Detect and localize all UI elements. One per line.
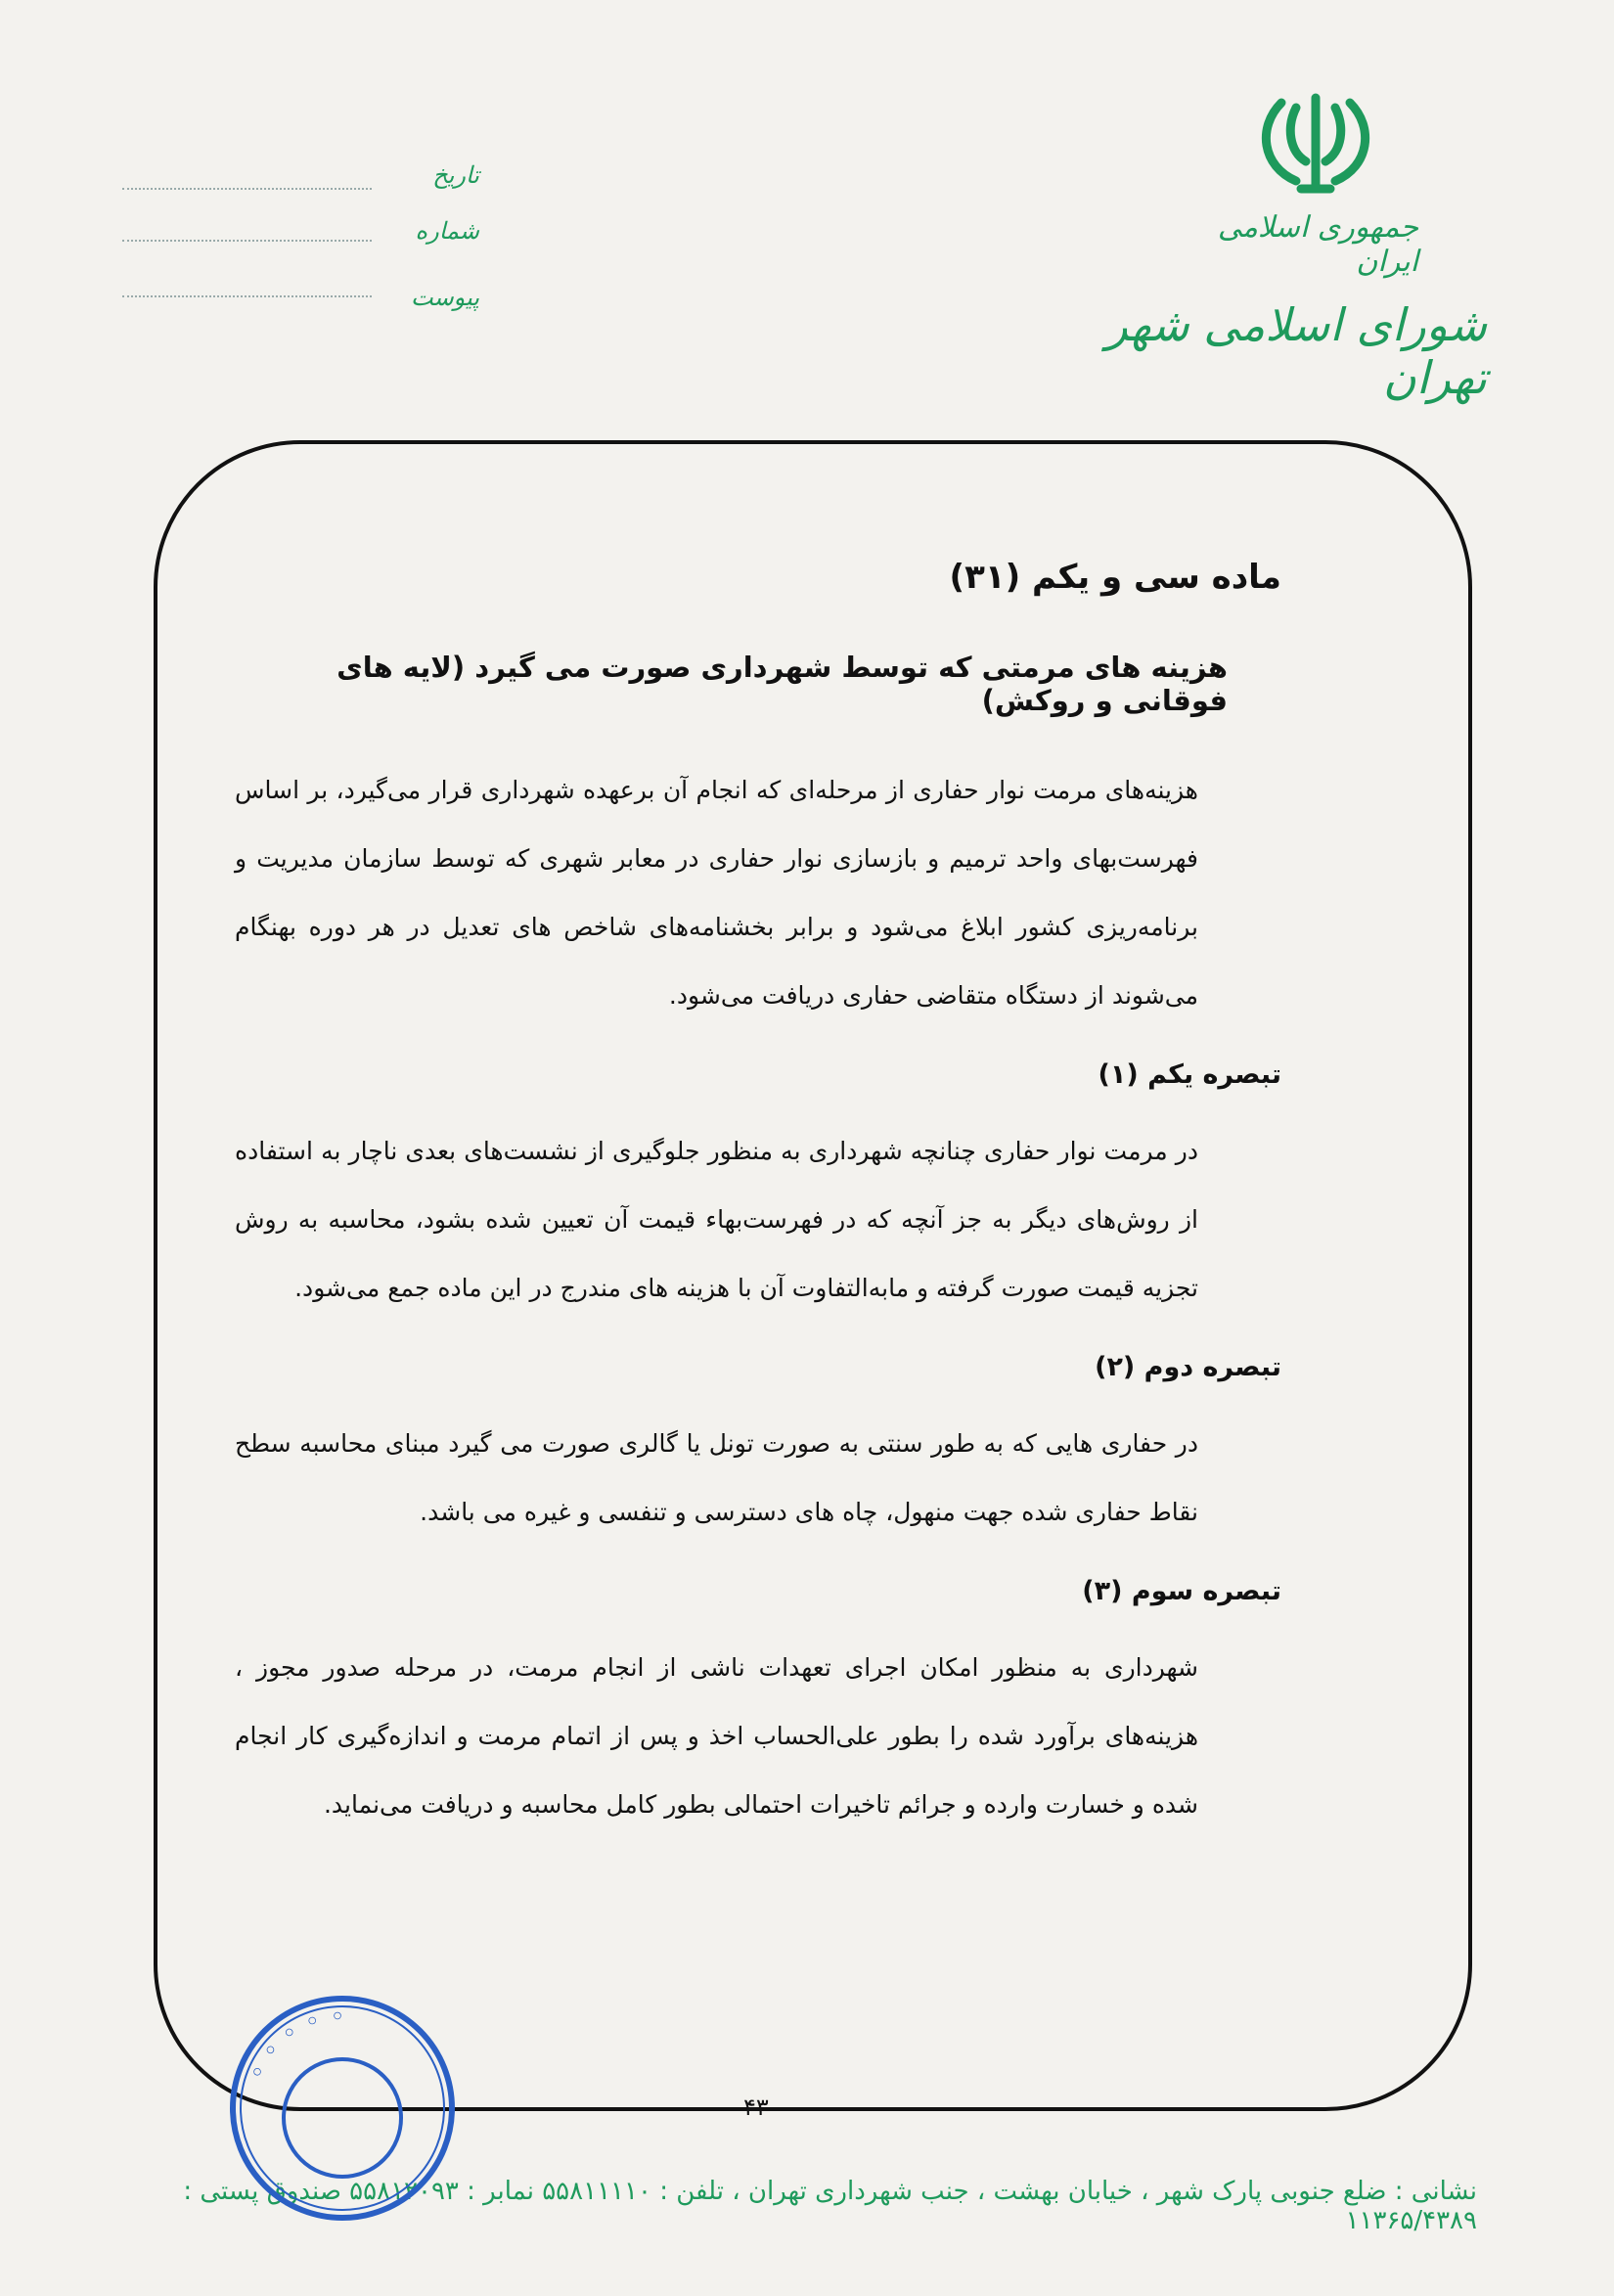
page-number: ۴۳ — [743, 2093, 769, 2121]
number-line — [122, 240, 372, 242]
iran-emblem-icon — [1252, 83, 1379, 201]
attachment-line — [122, 295, 372, 297]
note-paragraph: شهرداری به منظور امکان اجرای تعهدات ناشی از انجام مرمت، در مرحله صدور مجوز ، هزینه‌های برآورد شده را بطور علی‌الحساب اخذ و پس از اتمام مرمت و اندازه‌گیری کار انجام شده و خسارت وارده و جرائم تاخیرات احتمالی بطور کامل محاسبه و دریافت می‌نماید. — [235, 1653, 1198, 1819]
note-title: تبصره سوم (۳) — [1082, 1576, 1281, 1606]
date-line — [122, 188, 372, 190]
attachment-label: پیوست — [411, 284, 479, 311]
footer-address: نشانی : ضلع جنوبی پارک شهر ، خیابان بهشت ، جنب شهرداری تهران ، تلفن : ۵۵۸۱۱۱۱۰ نمابر : ۵۵۸۱۲۰۹۳ صندوق پستی : ۱۱۳۶۵/۴۳۸۹ — [183, 2177, 1477, 2235]
svg-text:◦ ◦ ◦ ◦ ◦: ◦ ◦ ◦ ◦ ◦ — [242, 2002, 346, 2086]
number-label: شماره — [415, 217, 479, 245]
article-body — [235, 558, 1281, 1868]
council-name: شورای اسلامی شهر تهران — [1105, 298, 1487, 404]
article-paragraph: هزینه‌های مرمت نوار حفاری از مرحله‌ای که انجام آن برعهده شهرداری قرار می‌گیرد، بر اساس فهرست‌بهای واحد ترمیم و بازسازی نوار حفاری در معابر شهری که توسط سازمان مدیریت و برنامه‌ریزی کشور ابلاغ می‌شود و برابر بخشنامه‌های شاخص های تعدیل در هر دوره بهنگام می‌شوند از دستگاه متقاضی حفاری دریافت می‌شود. — [235, 776, 1198, 1010]
council-stamp — [220, 1986, 465, 2230]
note-paragraph: در حفاری هایی که به طور سنتی به صورت تونل یا گالری صورت می گیرد مبنای محاسبه سطح نقاط حفاری شده جهت منهول، چاه های دسترسی و تنفسی و غیره می باشد. — [235, 1429, 1198, 1526]
note-title: تبصره دوم (۲) — [1095, 1352, 1281, 1382]
country-name: جمهوری اسلامی ایران — [1217, 210, 1418, 279]
article-subtitle: هزینه های مرمتی که توسط شهرداری صورت می گیرد (لایه های فوقانی و روکش) — [336, 651, 1228, 717]
note-paragraph: در مرمت نوار حفاری چنانچه شهرداری به منظور جلوگیری از نشست‌های بعدی ناچار به استفاده از روش‌های دیگر به جز آنچه که در فهرست‌بهاء قیمت آن تعیین شده بشود، محاسبه به روش تجزیه قیمت صورت گرفته و مابه‌التفاوت آن با هزینه های مندرج در این ماده جمع می‌شود. — [235, 1137, 1198, 1302]
article-title: ماده سی و یکم (۳۱) — [949, 558, 1281, 597]
date-label: تاریخ — [432, 161, 479, 189]
note-title: تبصره یکم (۱) — [1098, 1059, 1281, 1090]
